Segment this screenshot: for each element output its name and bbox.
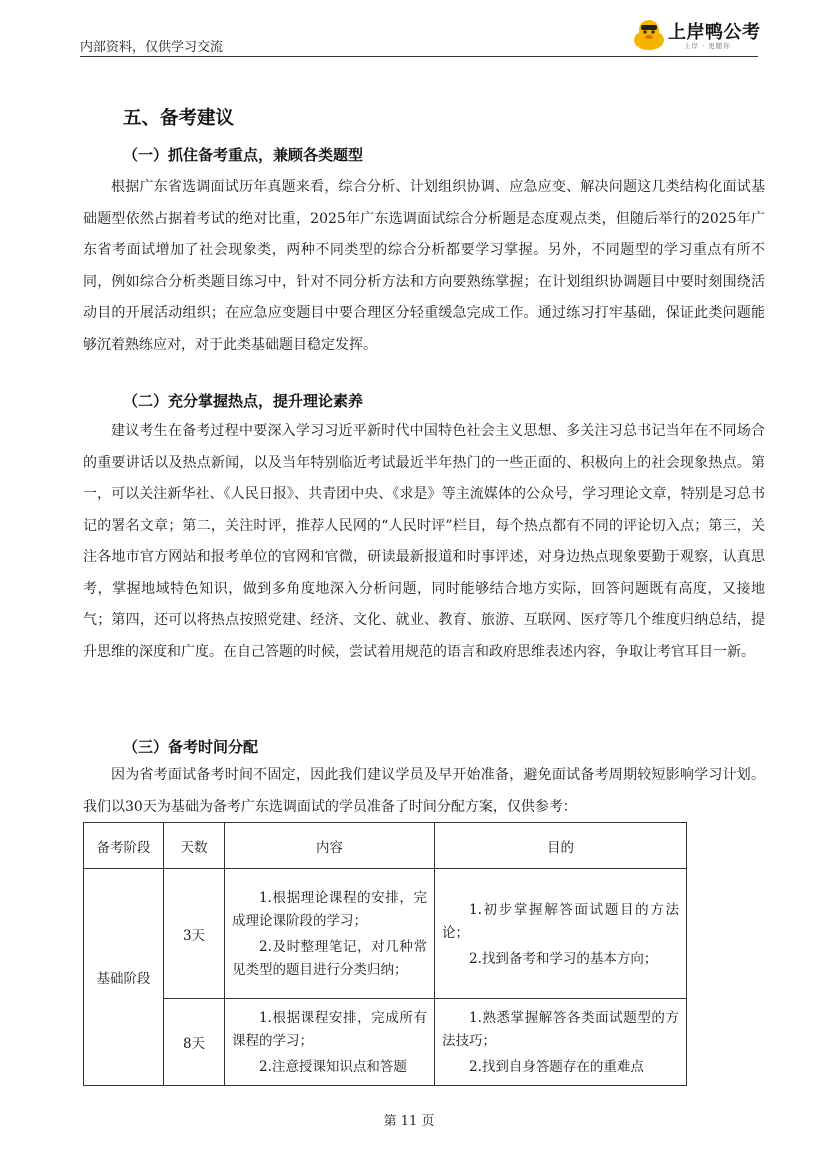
content-item: 2.注意授课知识点和答题 xyxy=(259,1059,407,1075)
header-note: 内部资料，仅供学习交流 xyxy=(80,40,224,55)
purpose-item: 2.找到备考和学习的基本方向； xyxy=(469,950,658,967)
content-item: 2.及时整理笔记，对几种常见类型的题目进行分类归纳； xyxy=(232,939,427,978)
table-header-cell: 目的 xyxy=(435,823,687,869)
subsection-title-3: （三）备考时间分配 xyxy=(123,738,259,756)
days-cell: 8天 xyxy=(164,999,225,1086)
purpose-cell xyxy=(435,869,687,999)
table-header-cell: 内容 xyxy=(225,823,435,869)
purpose-item: 1.熟悉掌握解答各类面试题型的方法技巧； xyxy=(442,1010,679,1049)
paragraph-3: 因为省考面试备考时间不固定，因此我们建议学员及早开始准备，避免面试备考周期较短影响学习计划。我们以30天为基础为备考广东选调面试的学员准备了时间分配方案，仅供参考： xyxy=(83,767,765,815)
content-cell xyxy=(225,999,435,1086)
days-cell: 3天 xyxy=(164,869,225,999)
subsection-title-1: （一）抓住备考重点，兼顾各类题型 xyxy=(123,146,364,164)
purpose-item: 2.找到自身答题存在的重难点 xyxy=(469,1059,644,1075)
brand-tagline: 上岸 · 更随你 xyxy=(684,42,731,50)
section-title: 五、备考建议 xyxy=(123,108,235,129)
table-header-cell: 备考阶段 xyxy=(84,823,164,869)
schedule-table xyxy=(83,822,687,1086)
brand-name: 上岸鸭公考 xyxy=(668,22,761,43)
brand-logo xyxy=(632,16,760,56)
stage-cell: 基础阶段 xyxy=(84,869,164,1086)
paragraph-1: 根据广东省选调面试历年真题来看，综合分析、计划组织协调、应急应变、解决问题这几类结构化面试基础题型依然占据着考试的绝对比重，2025年广东选调面试综合分析题是态度观点类，但随后举行的2025年广东省考面试增加了社会现象类，两种不同类型的综合分析都要学习掌握。另外，不同题型的学习重点有所不同，例如综合分析类题目练习中，针对不同分析方法和方向要熟练掌握；在计划组织协调题目中要时刻围绕活动目的开展活动组织；在应急应变题目中要合理区分轻重缓急完成工作。通过练习打牢基础，保证此类问题能够沉着熟练应对，对于此类基础题目稳定发挥。 xyxy=(83,179,765,353)
content-item: 1.根据课程安排，完成所有课程的学习； xyxy=(232,1010,427,1049)
purpose-item: 1.初步掌握解答面试题目的方法论； xyxy=(442,901,679,941)
page-header xyxy=(80,14,760,56)
table-header-cell: 天数 xyxy=(164,823,225,869)
table-row xyxy=(84,869,687,999)
table-header-row xyxy=(84,823,687,869)
content-cell xyxy=(225,869,435,999)
subsection-title-2: （二）充分掌握热点，提升理论素养 xyxy=(123,392,364,410)
purpose-cell xyxy=(435,999,687,1086)
paragraph-2: 建议考生在备考过程中要深入学习习近平新时代中国特色社会主义思想、多关注习总书记当年在不同场合的重要讲话以及热点新闻，以及当年特别临近考试最近半年热门的一些正面的、积极向上的社会现象热点。第一，可以关注新华社、《人民日报》、共青团中央、《求是》等主流媒体的公众号，学习理论文章，特别是习总书记的署名文章；第二，关注时评，推荐人民网的“人民时评”栏目，每个热点都有不同的评论切入点；第三，关注各地市官方网站和报考单位的官网和官微，研读最新报道和时事评述，对身边热点现象要勤于观察，认真思考，掌握地域特色知识，做到多角度地深入分析问题，同时能够结合地方实际，回答问题既有高度，又接地气；第四，还可以将热点按照党建、经济、文化、就业、教育、旅游、互联网、医疗等几个维度归纳总结，提升思维的深度和广度。在自己答题的时候，尝试着用规范的语言和政府思维表述内容，争取让考官耳目一新。 xyxy=(83,423,765,660)
duck-icon xyxy=(632,18,666,52)
table-row xyxy=(84,999,687,1086)
page-number: 第 11 页 xyxy=(383,1114,435,1129)
content-item: 1.根据理论课程的安排，完成理论课阶段的学习； xyxy=(232,890,427,929)
header-divider xyxy=(80,56,758,57)
